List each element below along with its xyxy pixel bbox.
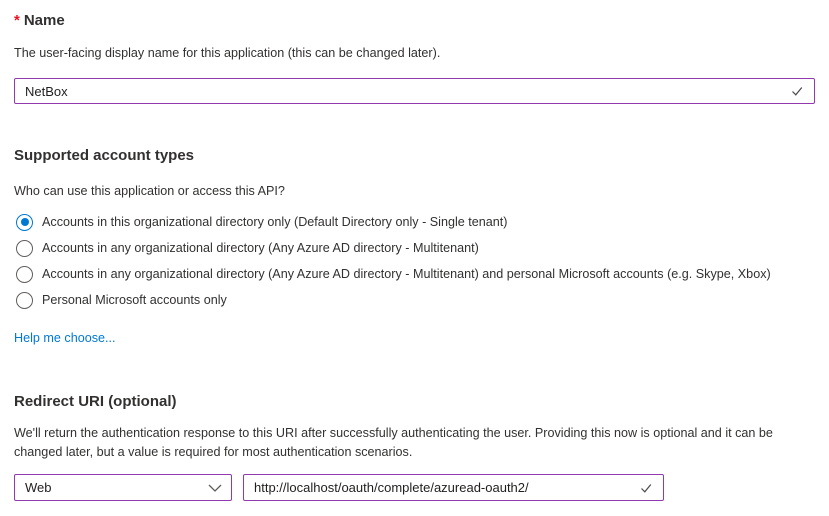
required-asterisk: * <box>14 12 20 29</box>
help-me-choose-link[interactable]: Help me choose... <box>14 331 116 345</box>
account-types-section-title: Supported account types <box>14 147 195 164</box>
platform-select[interactable] <box>14 474 232 501</box>
name-section-title <box>14 0 815 31</box>
radio-unselected-icon[interactable] <box>16 292 33 309</box>
radio-personal-only[interactable] <box>14 287 815 313</box>
radio-single-tenant[interactable] <box>14 209 815 235</box>
redirect-uri-input[interactable] <box>244 475 663 500</box>
name-description: The user-facing display name for this application (this can be changed later). <box>14 46 441 60</box>
name-input[interactable] <box>15 79 814 103</box>
redirect-uri-description: We'll return the authentication response to this URI after successfully authenticating the user. Providing this now is optional and it can be changed later, but a value is required for most authentication scenarios. <box>14 426 773 459</box>
checkmark-icon <box>638 480 654 496</box>
radio-label: Accounts in any organizational directory (Any Azure AD directory - Multitenant) and personal Microsoft accounts (e.g. Skype, Xbox) <box>42 267 771 281</box>
name-input-wrapper <box>14 78 815 104</box>
radio-label: Personal Microsoft accounts only <box>42 293 227 307</box>
chevron-down-icon <box>208 483 222 492</box>
radio-selected-icon[interactable] <box>16 214 33 231</box>
platform-select-value: Web <box>25 480 52 495</box>
redirect-uri-row <box>14 474 815 501</box>
radio-label: Accounts in this organizational directory only (Default Directory only - Single tenant) <box>42 215 508 229</box>
radio-unselected-icon[interactable] <box>16 266 33 283</box>
radio-unselected-icon[interactable] <box>16 240 33 257</box>
redirect-uri-input-wrapper <box>243 474 664 501</box>
account-types-question: Who can use this application or access this API? <box>14 184 285 198</box>
checkmark-icon <box>789 83 805 99</box>
radio-multitenant-personal[interactable] <box>14 261 815 287</box>
redirect-uri-section-title: Redirect URI (optional) <box>14 393 177 410</box>
radio-multitenant[interactable] <box>14 235 815 261</box>
name-section-title-text: Name <box>23 12 65 29</box>
account-types-radio-group <box>14 209 815 313</box>
radio-label: Accounts in any organizational directory (Any Azure AD directory - Multitenant) <box>42 241 479 255</box>
